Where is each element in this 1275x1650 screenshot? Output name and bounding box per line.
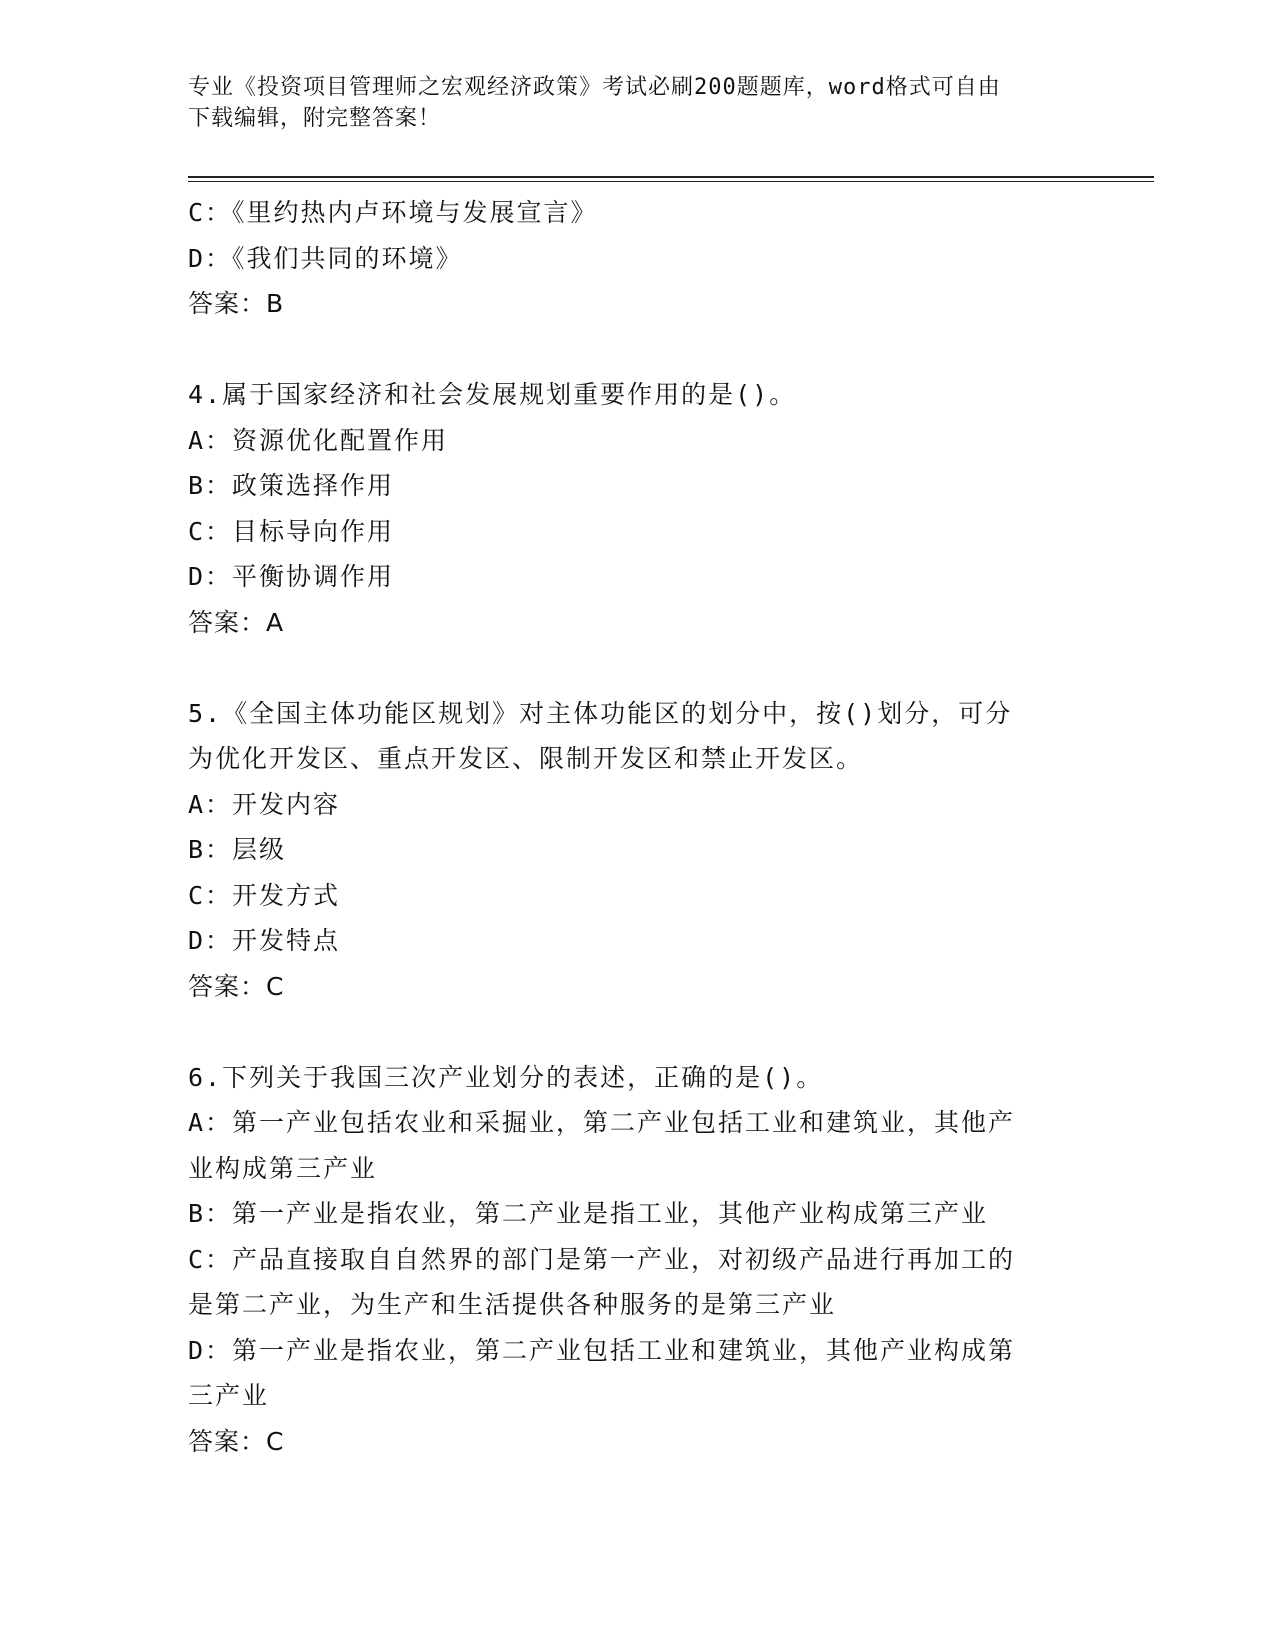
header-rule-thick [188, 176, 1154, 178]
header-line-1: 专业《投资项目管理师之宏观经济政策》考试必刷200题题库，word格式可自由 [188, 75, 1001, 100]
option-a-line-1: A：第一产业包括农业和采掘业，第二产业包括工业和建筑业，其他产 [188, 1108, 1016, 1137]
option-c-line-2: 是第二产业，为生产和生活提供各种服务的是第三产业 [188, 1290, 837, 1319]
option-a: A：开发内容 [188, 789, 341, 819]
question-6 [188, 1055, 1088, 1465]
question-stem-line-1: 5.《全国主体功能区规划》对主体功能区的划分中，按()划分，可分 [188, 698, 1013, 728]
option-b: B：层级 [188, 835, 287, 864]
answer: 答案：C [188, 971, 285, 1001]
answer: 答案：A [188, 607, 285, 637]
option-d-line-2: 三产业 [188, 1381, 270, 1410]
option-d: D：平衡协调作用 [188, 562, 395, 591]
option-b: B：第一产业是指农业，第二产业是指工业，其他产业构成第三产业 [188, 1199, 989, 1228]
header-rule-thin [188, 181, 1154, 182]
page-header [188, 72, 1068, 134]
option-d: D：《我们共同的环境》 [188, 243, 463, 273]
question-list [188, 190, 1088, 1464]
option-c: C：目标导向作用 [188, 516, 395, 546]
option-b: B：政策选择作用 [188, 471, 395, 500]
option-d-line-1: D：第一产业是指农业，第二产业包括工业和建筑业，其他产业构成第 [188, 1335, 1016, 1365]
answer: 答案：B [188, 289, 285, 318]
question-stem-line-2: 为优化开发区、重点开发区、限制开发区和禁止开发区。 [188, 744, 864, 773]
option-a-line-2: 业构成第三产业 [188, 1153, 378, 1183]
option-c: C：开发方式 [188, 880, 341, 910]
question-5 [188, 691, 1088, 1010]
option-c-line-1: C：产品直接取自自然界的部门是第一产业，对初级产品进行再加工的 [188, 1244, 1016, 1274]
question-4 [188, 372, 1088, 645]
option-a: A：资源优化配置作用 [188, 425, 449, 455]
question-stem: 6.下列关于我国三次产业划分的表述，正确的是()。 [188, 1062, 824, 1092]
option-c: C：《里约热内卢环境与发展宣言》 [188, 198, 598, 227]
header-line-2: 下载编辑，附完整答案！ [188, 106, 442, 131]
question-3 [188, 190, 1088, 327]
answer: 答案：C [188, 1426, 285, 1456]
option-d: D：开发特点 [188, 926, 341, 955]
question-stem: 4.属于国家经济和社会发展规划重要作用的是()。 [188, 380, 797, 409]
